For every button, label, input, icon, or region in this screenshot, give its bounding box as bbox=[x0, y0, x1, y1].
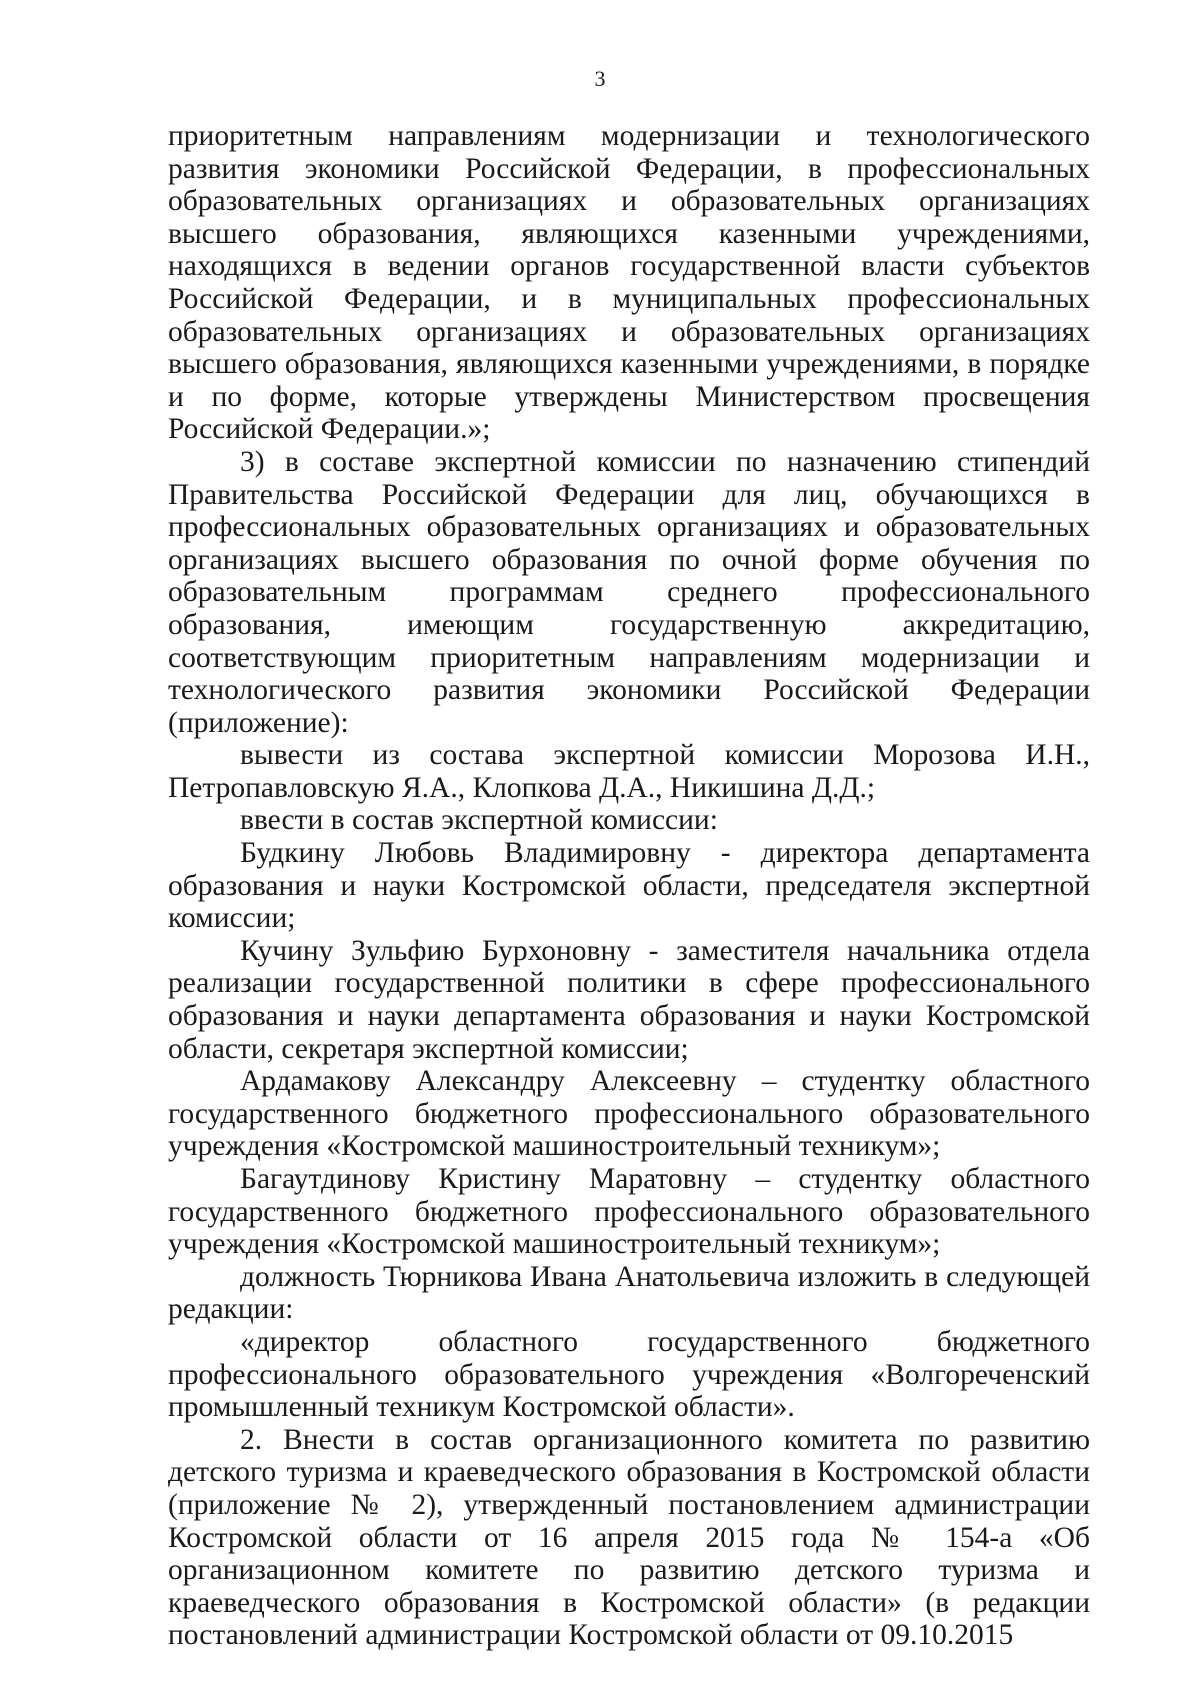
paragraph-tyurnikov-position: должность Тюрникова Ивана Анатольевича изложить в следующей редакции: bbox=[168, 1260, 1090, 1326]
paragraph-expert-commission-item-3: 3) в составе экспертной комиссии по назначению стипендий Правительства Российской Федерации для лиц, обучающихся в профессиональных образовательных организациях и образовательных организациях высшего образования по очной форме обучения по образовательным программам среднего профессионального образования, имеющим государственную аккредитацию, соответствующим приоритетным направлениям модернизации и технологического развития экономики Российской Федерации (приложение): bbox=[168, 445, 1090, 739]
paragraph-scholarship-procedure-end: приоритетным направлениям модернизации и технологического развития экономики Российской Федерации, в профессиональных образовательных организациях и образовательных организациях высшего образования, являющихся казенными учреждениями, находящихся в ведении органов государственной власти субъектов Российской Федерации, и в муниципальных профессиональных образовательных организациях и образовательных организациях высшего образования, являющихся казенными учреждениями, в порядке и по форме, которые утверждены Министерством просвещения Российской Федерации.»; bbox=[168, 120, 1090, 446]
page-number: 3 bbox=[594, 66, 606, 91]
paragraph-member-bagautdinova: Багаутдинову Кристину Маратовну – студентку областного государственного бюджетного профессионального образовательного учреждения «Костромской машиностроительный техникум»; bbox=[168, 1163, 1090, 1261]
paragraph-remove-members: вывести из состава экспертной комиссии Морозова И.Н., Петропавловскую Я.А., Клопкова Д.А., Никишина Д.Д.; bbox=[168, 739, 1090, 804]
paragraph-org-committee-item-2: 2. Внести в состав организационного комитета по развитию детского туризма и краеведческого образования в Костромской области (приложение № 2), утвержденный постановлением администрации Костромской области от 16 апреля 2015 года № 154-а «Об организационном комитете по развитию детского туризма и краеведческого образования в Костромской области» (в редакции постановлений администрации Костромской области от 09.10.2015 bbox=[168, 1423, 1090, 1652]
paragraph-member-ardamakova: Ардамакову Александру Алексеевну – студентку областного государственного бюджетного профессионального образовательного учреждения «Костромской машиностроительный техникум»; bbox=[168, 1065, 1090, 1163]
paragraph-member-budkina: Будкину Любовь Владимировну - директора департамента образования и науки Костромской области, председателя экспертной комиссии; bbox=[168, 837, 1090, 935]
paragraph-member-kuchina: Кучину Зульфию Бурхоновну - заместителя начальника отдела реализации государственной политики в сфере профессионального образования и науки департамента образования и науки Костромской области, секретаря экспертной комиссии; bbox=[168, 934, 1090, 1065]
document-body bbox=[168, 120, 1090, 1652]
paragraph-tyurnikov-new-title: «директор областного государственного бюджетного профессионального образовательного учреждения «Волгореченский промышленный техникум Костромской области». bbox=[168, 1325, 1090, 1424]
paragraph-add-members-heading: ввести в состав экспертной комиссии: bbox=[240, 804, 718, 837]
